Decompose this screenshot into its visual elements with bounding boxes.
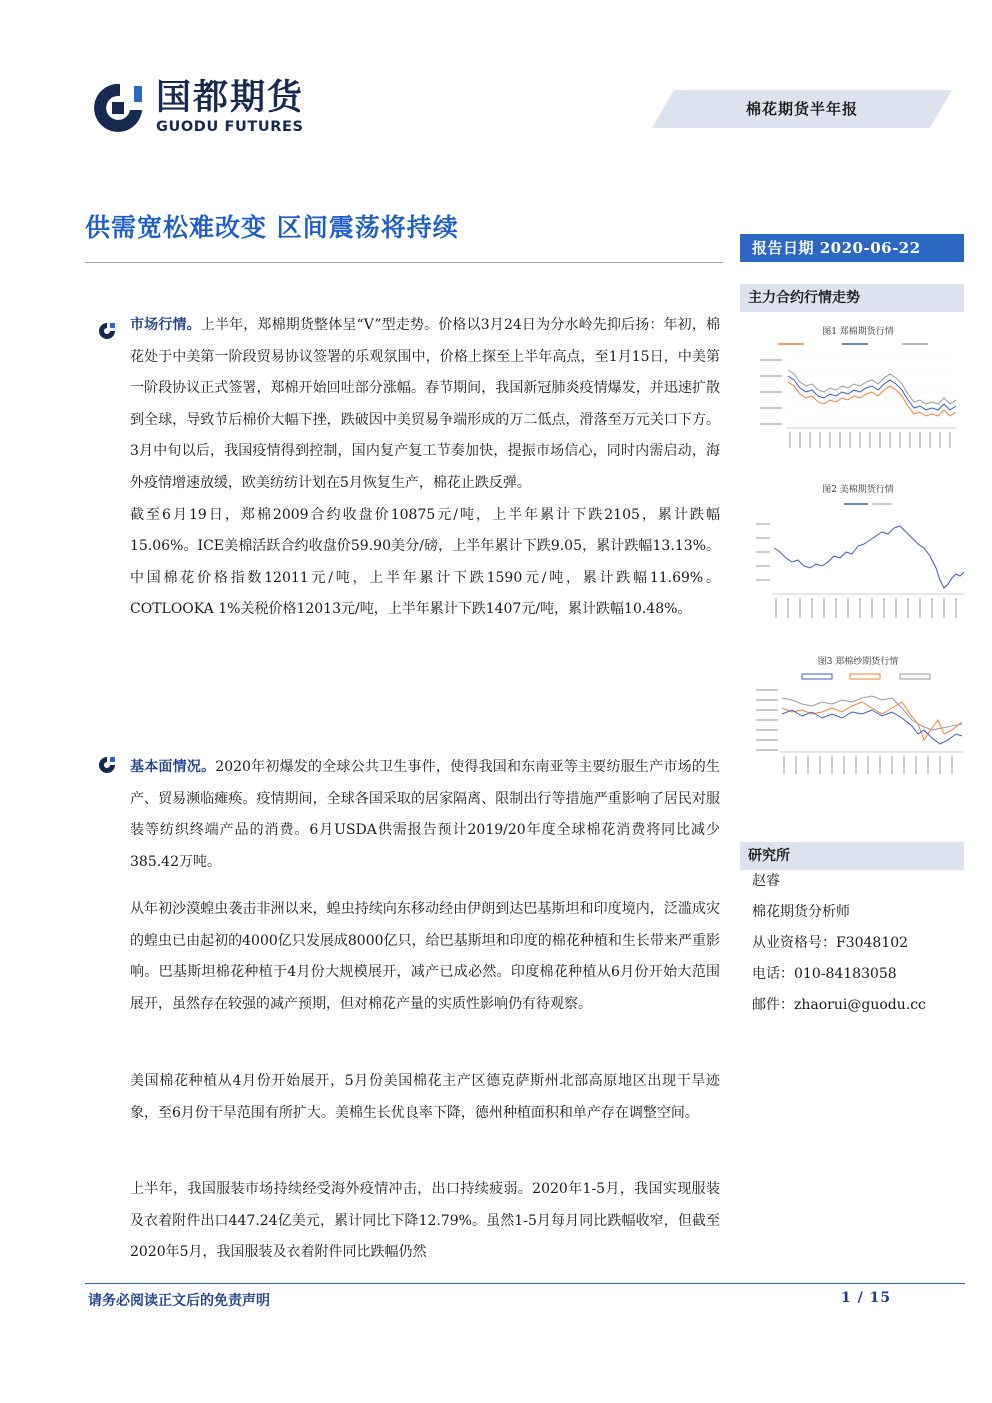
section-bullet-icon [98,756,116,774]
us-planting-paragraph: 美国棉花种植从4月份开始展开，5月份美国棉花主产区德克萨斯州北部高原地区出现干旱迹象，至6月份干旱范围有所扩大。美棉生长优良率下降，德州种植面积和单产存在调整空间。 [130,1073,720,1121]
market-paragraph: 上半年，郑棉期货整体呈“V”型走势。价格以3月24日为分水岭先抑后扬：年初，棉花处于中美第一阶段贸易协议签署的乐观氛围中，价格上探至上半年高点，至1月15日，中美第一阶段协议正式签署，郑棉开始回吐部分涨幅。春节期间，我国新冠肺炎疫情爆发，并迅速扩散到全球，导致节后棉价大幅下挫，跌破因中美贸易争端形成的万二低点，滑落至万元关口下方。3月中旬以后，我国疫情得到控制，国内复产复工节奏加快，提振市场信心，同时内需启动，海外疫情增速放缓，欧美纺纺计划在5月恢复生产，棉花止跌反弹。 [130,317,720,491]
market-paragraph-2: 截至6月19日，郑棉2009合约收盘价10875元/吨，上半年累计下跌2105，累计跌幅15.06%。ICE美棉活跃合约收盘价59.90美分/磅，上半年累计下跌9.05，累计跌幅13.13%。中国棉花价格指数12011元/吨，上半年累计下跌1590元/吨，累计跌幅11.69%。COTLOOKA 1%关税价格12013元/吨，上半年累计下跌1407元/吨，累计跌幅10.48%。 [130,506,720,618]
locust-paragraph: 从年初沙漠蝗虫袭击非洲以来，蝗虫持续向东移动经由伊朗到达巴基斯坦和印度境内，泛滥成灾的蝗虫已由起初的4000亿只发展成8000亿只，给巴基斯坦和印度的棉花种植和生长带来严重影响。巴基斯坦棉花种植于4月份大规模展开，减产已成必然。印度棉花种植从6月份开始大范围展开，虽然存在较强的减产预期，但对棉花产量的实质性影响仍有待观察。 [130,901,720,1012]
trend-heading: 主力合约行情走势 [740,284,964,312]
page-number: 1 / 15 [841,1290,892,1306]
researcher-phone: 电话：010-84183058 [752,966,897,982]
chart-caption: 图2 美棉期货行情 [822,485,894,495]
research-heading: 研究所 [740,842,964,870]
apparel-paragraph: 上半年，我国服装市场持续经受海外疫情冲击，出口持续疲弱。2020年1-5月，我国实现服装及衣着附件出口447.24亿美元，累计同比下降12.79%。虽然1-5月每月同比跌幅收窄，但截至2020年5月，我国服装及衣着附件同比跌幅仍然 [130,1181,720,1261]
section-bullet-icon [98,322,116,340]
company-logo [90,78,330,140]
section-market [130,310,720,626]
footer-divider [85,1283,965,1284]
report-date: 报告日期 2020-06-22 [740,234,964,262]
paragraph-apparel [130,1174,720,1269]
logo-english-name: GUODU FUTURES [156,119,304,135]
section-label-market: 市场行情。 [130,317,201,333]
researcher-role: 棉花期货分析师 [752,904,850,920]
researcher-license: 从业资格号：F3048102 [752,935,909,951]
section-label-fundamentals: 基本面情况。 [130,759,216,775]
chart-cotton-yarn-plot [752,668,964,780]
chart-zhengzhou-cotton-plot [752,338,964,462]
paragraph-us-planting [130,1066,720,1129]
fundamentals-paragraph: 2020年初爆发的全球公共卫生事件，使得我国和东南亚等主要纺服生产市场的生产、贸易濒临瘫痪。疫情期间，全球各国采取的居家隔离、限制出行等措施严重影响了居民对服装等纺织终端产品的消费。6月USDA供需报告预计2019/20年度全球棉花消费将同比减少385.42万吨。 [130,759,720,870]
researcher-info [752,866,926,1021]
chart-caption: 图1 郑棉期货行情 [822,327,894,337]
logo-chinese-name: 国都期货 [156,78,305,118]
report-type-tag [652,90,952,128]
paragraph-locusts [130,894,720,1020]
chart-caption: 图3 郑棉纱期货行情 [817,657,899,667]
researcher-email: 邮件：zhaorui@guodu.cc [752,997,926,1013]
report-type-label: 棉花期货半年报 [745,100,858,118]
researcher-name: 赵睿 [752,873,780,889]
disclaimer-note: 请务必阅读正文后的免责声明 [88,1293,270,1309]
title-divider [85,262,723,263]
chart-us-cotton [752,480,964,630]
chart-cotton-yarn [752,652,964,780]
section-fundamentals [130,752,720,878]
page-title: 供需宽松难改变 区间震荡将持续 [85,213,459,242]
chart-zhengzhou-cotton [752,322,964,462]
logo-mark-icon [90,80,146,136]
chart-us-cotton-plot [752,496,964,626]
